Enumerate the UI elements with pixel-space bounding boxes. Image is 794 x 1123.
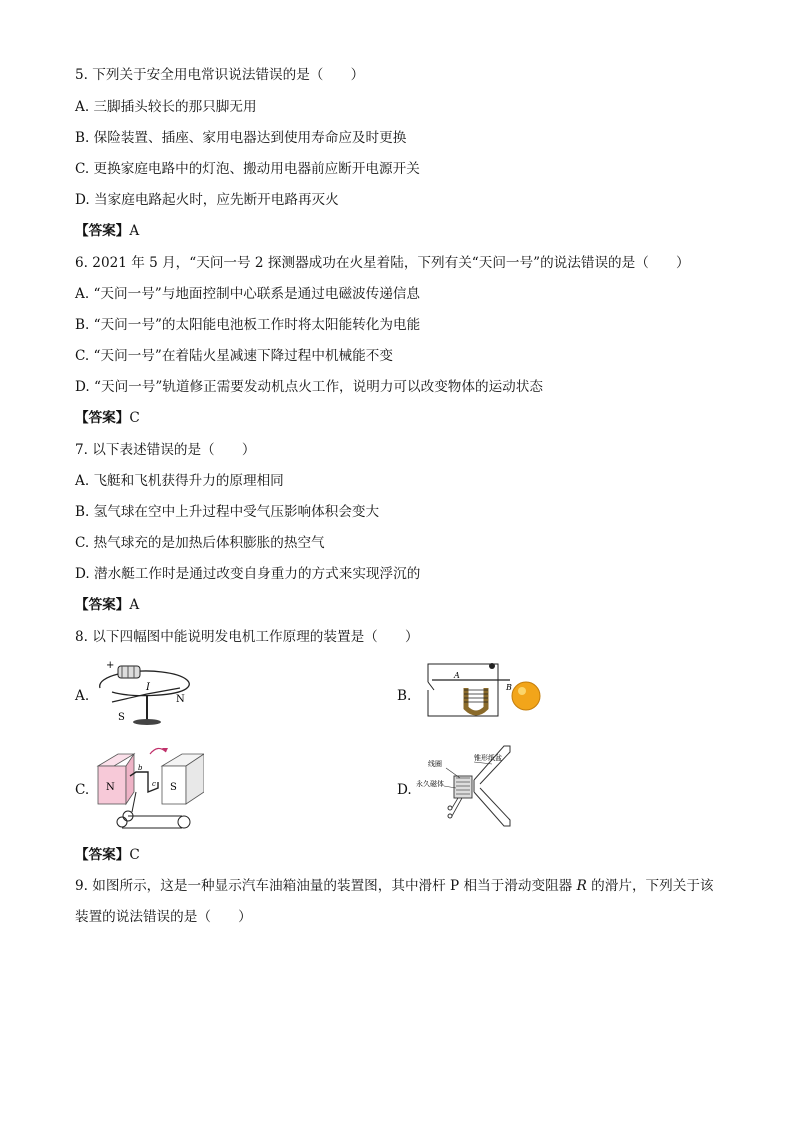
q8-stem: 8. 以下四幅图中能说明发电机工作原理的装置是（ ） [75,629,419,645]
lamp-highlight [518,687,526,695]
q5-option-d: D. 当家庭电路起火时，应先断开电路再灭火 [75,192,339,208]
answer-value: A [129,597,140,613]
terminal [448,814,452,818]
figure-c-generator-model [92,742,204,834]
q6-answer [75,409,140,427]
point-a-label: A [454,671,460,680]
q9-stem-r: R [576,878,587,894]
answer-value: A [129,223,140,239]
answer-tag: 【答案】 [75,597,130,613]
pole-n-label: N [106,782,115,793]
q5-option-b: B. 保险装置、插座、家用电器达到使用寿命应及时更换 [75,130,407,146]
magnet-label: 永久磁体 [416,780,444,788]
pole-n-label: N [176,694,185,705]
q5-option-c: C. 更换家庭电路中的灯泡、搬动用电器前应断开电源开关 [75,161,420,177]
slip-ring [117,817,127,827]
terminal [448,806,452,810]
figure-a-oersted-experiment [92,658,202,730]
answer-tag: 【答案】 [75,410,130,426]
battery-icon [118,666,140,678]
figure-c-label: C. [75,782,90,798]
q6-option-a: A. “天问一号”与地面控制中心联系是通过电磁波传递信息 [75,286,421,302]
coil-label: 线圈 [428,760,442,768]
cone-label: 锥形纸盆 [474,754,502,762]
magnet-block [454,776,472,798]
figure-d-label: D. [397,782,412,798]
cone-lower [474,788,510,826]
q6-option-b: B. “天问一号”的太阳能电池板工作时将太阳能转化为电能 [75,317,421,333]
figure-a-label: A. [75,688,90,704]
axle [132,792,136,812]
leads [452,798,462,816]
point-b-label: B [506,683,512,692]
figure-b-label: B. [397,688,412,704]
current-label: I [146,682,150,693]
meter-icon [178,816,190,828]
answer-tag: 【答案】 [75,223,130,239]
callout-coil [446,768,460,778]
plus-sign: + [106,660,115,671]
q5-option-a: A. 三脚插头较长的那只脚无用 [75,99,257,115]
pole-s-label: S [118,712,125,723]
figure-b-electromagnetic-relay [418,660,546,722]
answer-tag: 【答案】 [75,847,130,863]
figure-d-loudspeaker [416,742,520,832]
q9-stem [75,871,725,933]
q5-answer [75,222,139,240]
q6-stem: 6. 2021 年 5 月，“天问一号 2 探测器成功在火星着陆，下列有关“天问一号”的说法错误的是（ ） [75,255,690,271]
u-magnet-coil [466,688,486,713]
contact-point [489,663,495,669]
lamp-icon [512,682,540,710]
point-c-label: c [152,780,156,788]
stand-base [133,719,161,725]
magnet-n-side [126,754,134,804]
q7-option-d: D. 潜水艇工作时是通过改变自身重力的方式来实现浮沉的 [75,566,421,582]
answer-value: C [129,410,140,426]
q9-stem-part2: 的滑片，下列关于该装置的说法错误的是（ ） [75,878,714,925]
wire-loop [100,671,190,696]
leads [122,816,182,828]
q8-answer [75,846,140,864]
q6-option-c: C. “天问一号”在着陆火星减速下降过程中机械能不变 [75,348,393,364]
cone-upper [474,746,510,784]
point-b-label: b [138,764,143,772]
q7-stem: 7. 以下表述错误的是（ ） [75,442,256,458]
q5-stem: 5. 下列关于安全用电常识说法错误的是（ ） [75,67,365,83]
q6-option-d: D. “天问一号”轨道修正需要发动机点火工作，说明力可以改变物体的运动状态 [75,379,543,395]
q9-stem-part1: 9. 如图所示，这是一种显示汽车油箱油量的装置图，其中滑杆 P 相当于滑动变阻器 [75,878,577,894]
pole-s-label: S [170,782,177,793]
q7-option-b: B. 氢气球在空中上升过程中受气压影响体积会变大 [75,504,380,520]
q7-answer [75,596,139,614]
answer-value: C [129,847,140,863]
q7-option-a: A. 飞艇和飞机获得升力的原理相同 [75,473,284,489]
q7-option-c: C. 热气球充的是加热后体积膨胀的热空气 [75,535,325,551]
